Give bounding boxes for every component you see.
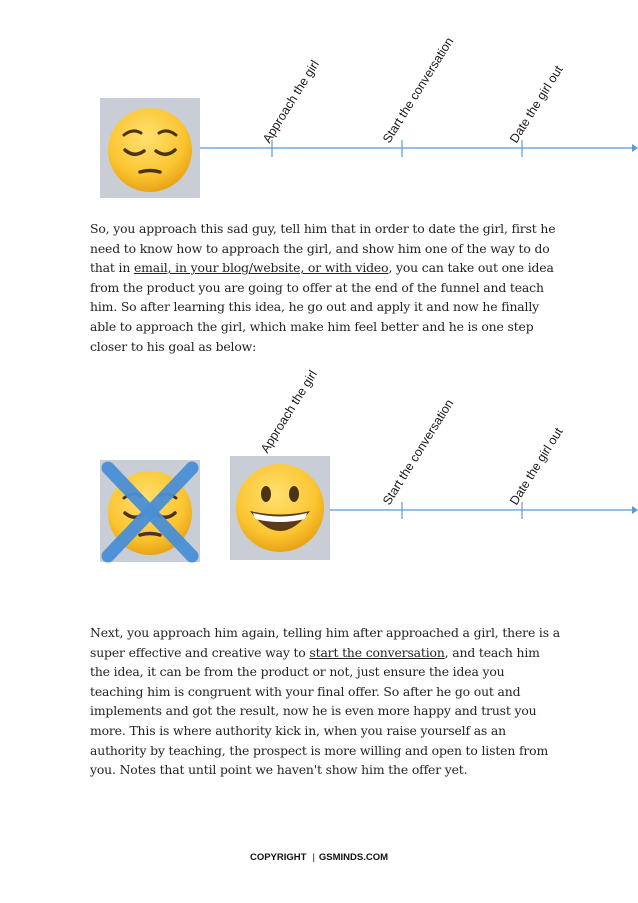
copyright-label: COPYRIGHT bbox=[249, 852, 307, 863]
email-blog-video-link[interactable]: email, in your blog/website, or with video bbox=[133, 260, 389, 276]
crossed-out-pensive-face-icon bbox=[100, 460, 200, 562]
milestone-date-label: Date the girl out bbox=[507, 425, 566, 508]
pensive-face-icon bbox=[100, 98, 200, 198]
paragraph-2-text-before: Next, you approach him again, telling him after approached a girl, there is a super effective and creative way to bbox=[90, 625, 560, 660]
milestone-conversation-label: Start the conversation bbox=[380, 396, 457, 508]
timeline-diagram-1 bbox=[0, 34, 638, 210]
start-conversation-link[interactable]: start the conversation bbox=[309, 644, 445, 660]
milestone-conversation-label: Start the conversation bbox=[380, 34, 457, 146]
paragraph-2-text-after: , and teach him the idea, it can be from the product or not, just ensure the idea you teaching him is congruent with your final offer. So after he go out and implements and got the result, now he is even more happy and trust you more. This is where authority kick in, when you raise yourself as an authority by teaching, the prospect is more willing and open to listen from you. Notes that until point we haven't show him the offer yet. bbox=[90, 644, 549, 778]
page-footer bbox=[0, 852, 638, 863]
paragraph-2 bbox=[90, 623, 560, 780]
milestone-approach-label: Approach the girl bbox=[260, 57, 322, 146]
paragraph-1-text-before: So, you approach this sad guy, tell him that in order to date the girl, first he need to know how to approach the girl, and show him one of the way to do that in bbox=[90, 221, 556, 276]
milestone-approach-label: Approach the girl bbox=[258, 367, 320, 456]
timeline-diagram-2 bbox=[0, 367, 638, 585]
site-name-label: GSMINDS.COM bbox=[318, 852, 389, 863]
paragraph-1-text-after: , you can take out one idea from the product you are going to offer at the end of the funnel and teach him. So after learning this idea, he go out and apply it and now he finally able to approach the girl, which make him feel better and he is one step closer to his goal as below: bbox=[90, 260, 554, 354]
grinning-face-icon bbox=[230, 456, 330, 560]
milestone-date-label: Date the girl out bbox=[507, 63, 566, 146]
footer-separator: | bbox=[312, 852, 315, 863]
paragraph-1 bbox=[90, 219, 560, 356]
